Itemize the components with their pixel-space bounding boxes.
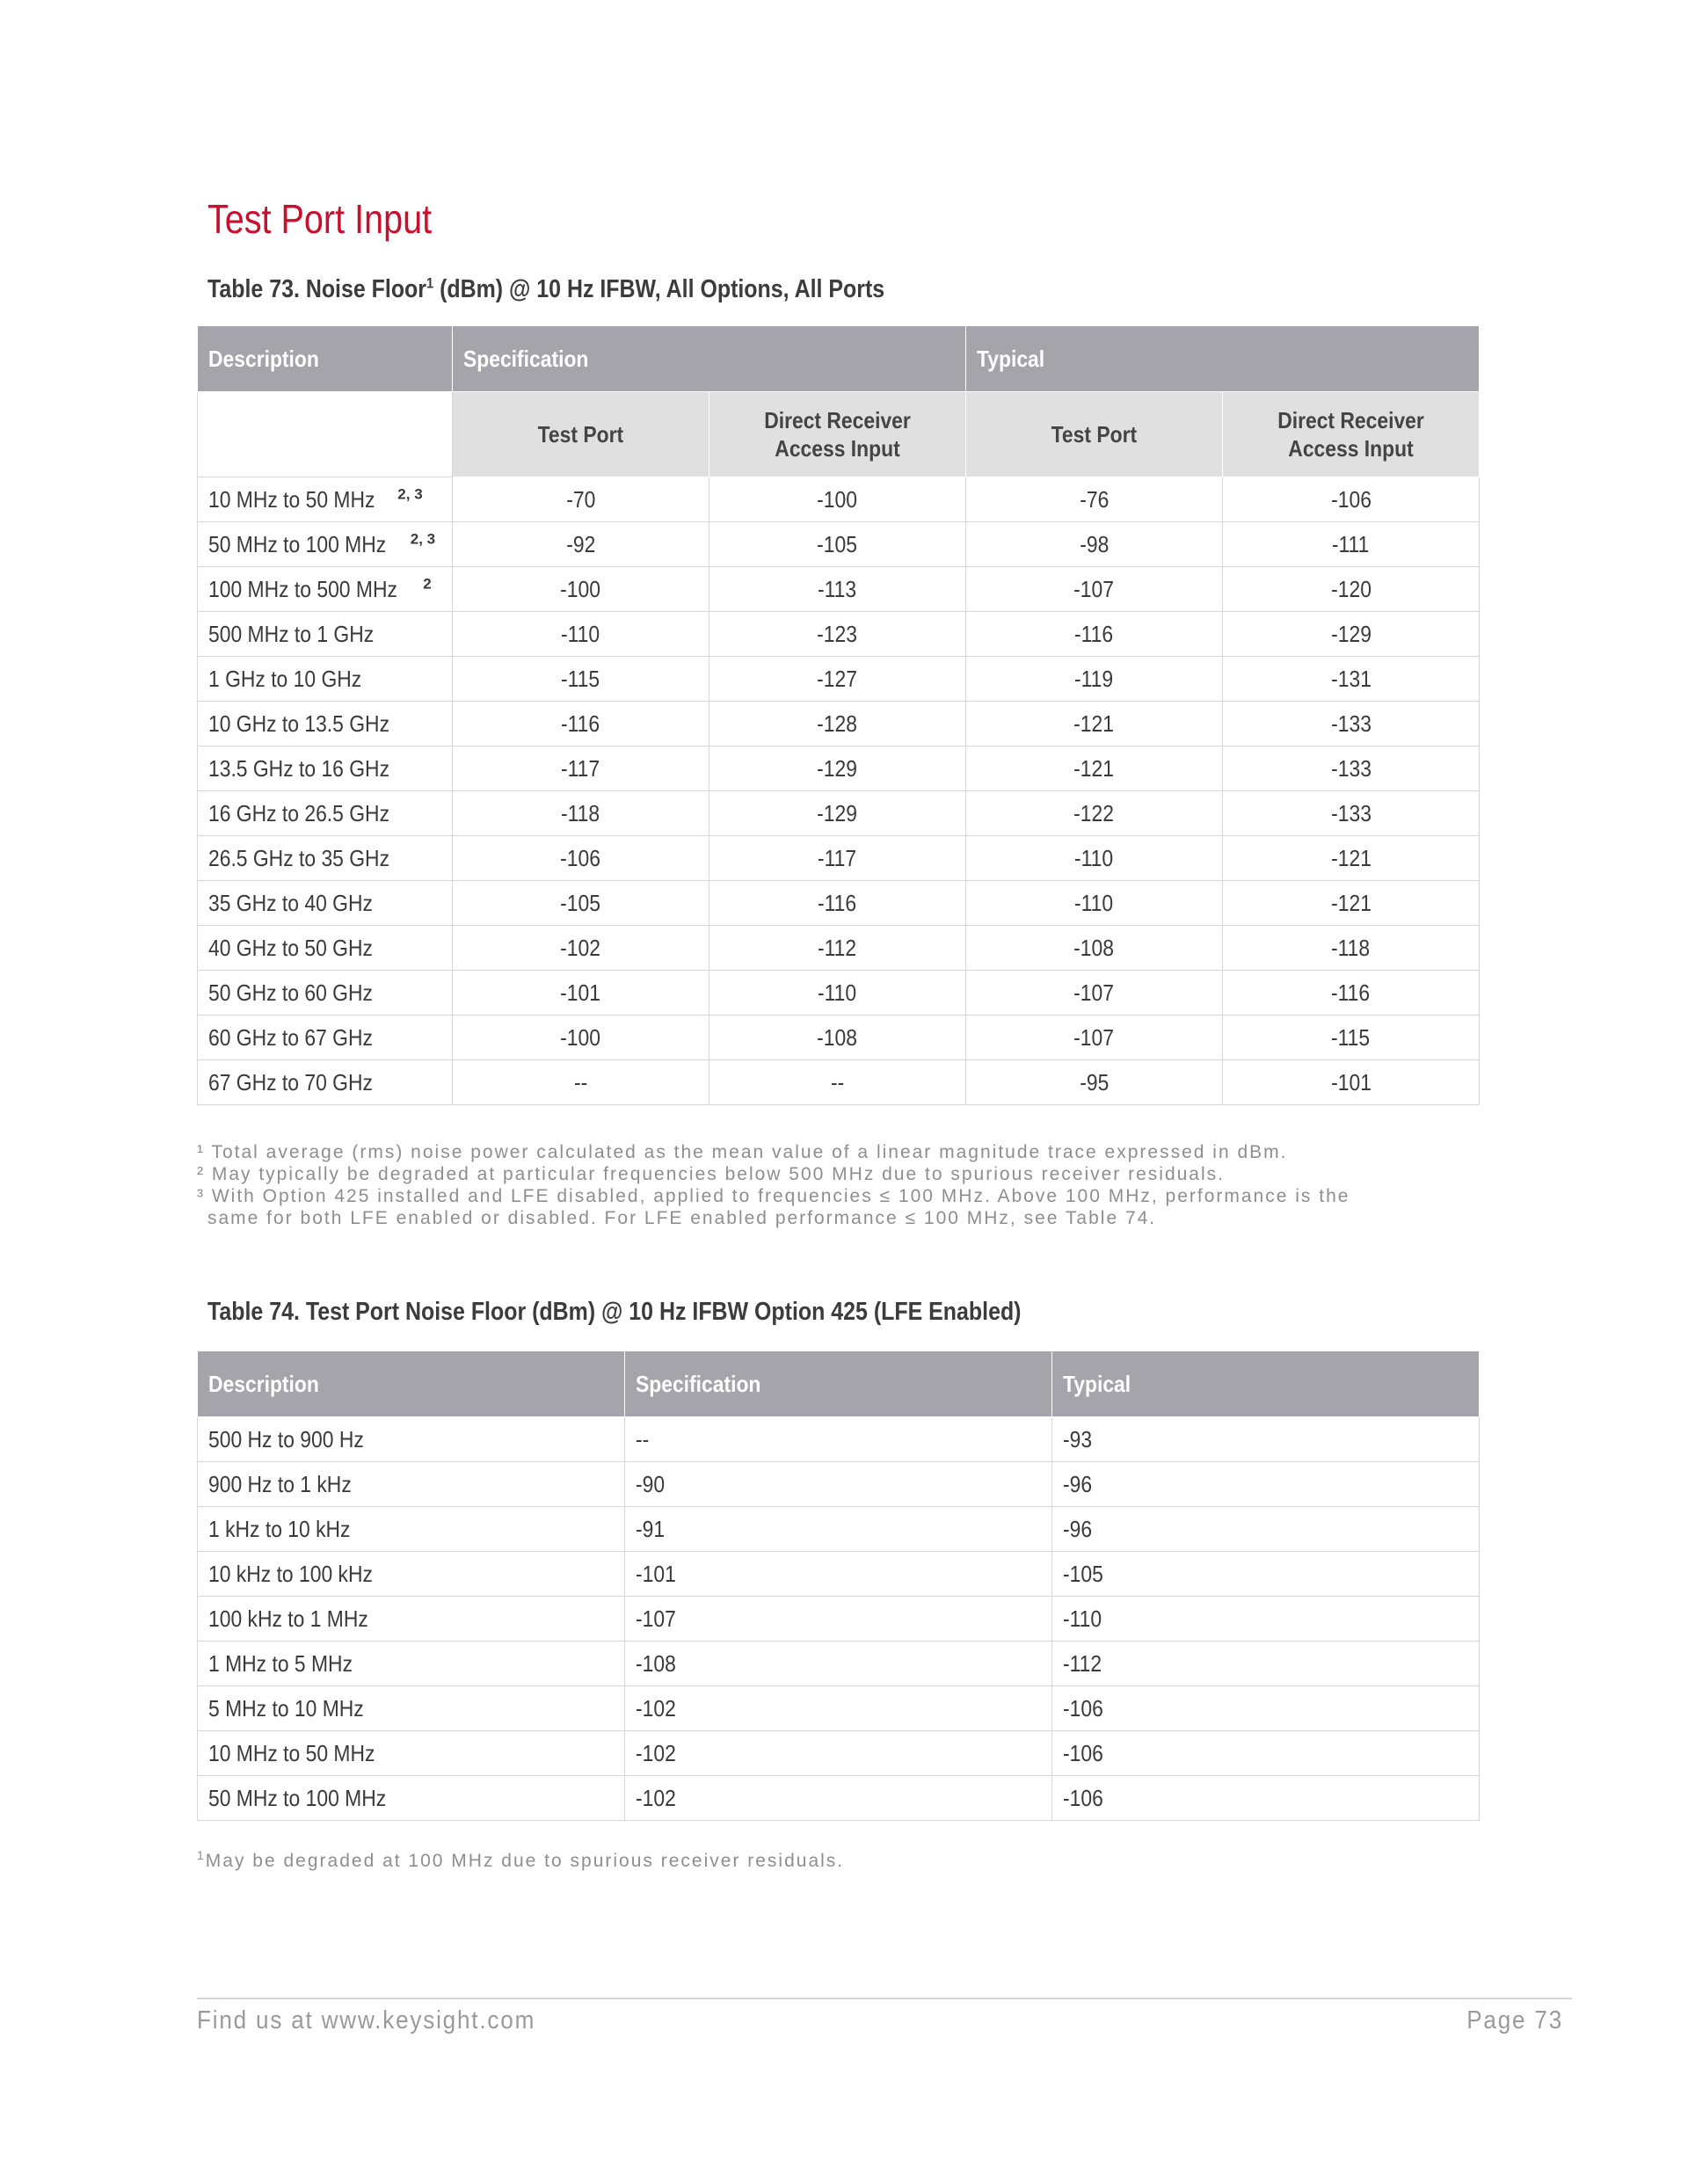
table-73-caption-rest: (dBm) @ 10 Hz IFBW, All Options, All Ports [433,275,885,303]
table-74-cell-spec: -108 [625,1642,1052,1686]
table-73-cell-value: -100 [453,567,709,612]
table-73-cell-value: -105 [453,881,709,926]
table-73-cell-value: -121 [1223,881,1480,926]
table-74-cell-spec: -101 [625,1552,1052,1597]
table-73-cell-value: -115 [1223,1016,1480,1060]
footer-website-link[interactable]: Find us at www.keysight.com [197,2006,536,2035]
table-73-cell-description: 13.5 GHz to 16 GHz [198,746,453,791]
table-74-cell-typ: -112 [1052,1642,1480,1686]
table-73-cell-value: -110 [709,971,966,1016]
table-74-row [198,1552,1480,1597]
table-73-subheader-spec-dra-input: Direct Receiver Access Input [709,392,966,477]
table-74-cell-spec: -90 [625,1462,1052,1507]
table-73-cell-value: -110 [453,612,709,657]
table-74-body [198,1417,1480,1821]
table-73-caption-text: Table 73. Noise Floor [207,275,427,303]
table-74-cell-spec: -- [625,1417,1052,1462]
table-73-header-typical: Typical [966,326,1480,392]
table-73-cell-value: -108 [709,1016,966,1060]
table-74-cell-spec: -102 [625,1776,1052,1821]
table-73-footnotes [197,1141,1350,1229]
table-73-cell-value: -111 [1223,522,1480,567]
table-73-row [198,881,1480,926]
table-73-cell-value: -121 [966,702,1223,746]
table-73-cell-description: 35 GHz to 40 GHz [198,881,453,926]
table-74-caption: Table 74. Test Port Noise Floor (dBm) @ 10 Hz IFBW Option 425 (LFE Enabled) [207,1298,1022,1326]
table-74-cell-desc: 5 MHz to 10 MHz [198,1686,625,1731]
section-title: Test Port Input [207,196,433,242]
table-73-row [198,1060,1480,1105]
table-73-header-description: Description [198,326,453,392]
footer-page-number: Page 73 [1466,2006,1563,2035]
table-73-cell-description: 10 MHz to 50 MHz $^{2, 3}$ [198,477,453,522]
table-73-cell-value: -115 [453,657,709,702]
table-73-cell-value: -117 [453,746,709,791]
table-74-cell-desc: 10 kHz to 100 kHz [198,1552,625,1597]
footnote-1: ¹ Total average (rms) noise power calculated as the mean value of a linear magnitude trace expressed in dBm. [197,1142,1288,1162]
table-74-cell-desc: 500 Hz to 900 Hz [198,1417,625,1462]
table-74-footnote-line [197,1850,844,1872]
table-73 [197,325,1480,1105]
table-73-cell-description: 50 MHz to 100 MHz $^{2, 3}$ [198,522,453,567]
table-74-row [198,1597,1480,1642]
table-73-cell-description: 60 GHz to 67 GHz [198,1016,453,1060]
table-74-cell-desc: 100 kHz to 1 MHz [198,1597,625,1642]
table-73-cell-value: -70 [453,477,709,522]
table-73-row [198,746,1480,791]
table-74-cell-spec: -107 [625,1597,1052,1642]
table-74-footnote-sup: 1 [197,1848,206,1862]
table-74-cell-typ: -93 [1052,1417,1480,1462]
table-74-footnote-text: May be degraded at 100 MHz due to spurious receiver residuals. [205,1851,845,1871]
table-73-cell-value: -107 [966,1016,1223,1060]
table-73-cell-value: -108 [966,926,1223,971]
table-73-cell-footnote-ref: 2, 3 [410,529,436,547]
table-73-cell-value: -107 [966,567,1223,612]
table-73-subheader-blank [198,392,453,477]
table-73-cell-value: -110 [966,836,1223,881]
table-73-cell-value: -76 [966,477,1223,522]
table-74-row [198,1686,1480,1731]
table-73-cell-value: -- [709,1060,966,1105]
table-73-cell-value: -117 [709,836,966,881]
table-73-cell-value: -100 [453,1016,709,1060]
table-73-cell-description: 67 GHz to 70 GHz [198,1060,453,1105]
table-74-cell-desc: 1 MHz to 5 MHz [198,1642,625,1686]
table-74-row [198,1776,1480,1821]
table-73-cell-value: -122 [966,791,1223,836]
table-73-cell-value: -118 [453,791,709,836]
table-74-row [198,1642,1480,1686]
table-74-footnote [197,1850,844,1872]
table-73-cell-value: -106 [1223,477,1480,522]
table-74-cell-desc: 50 MHz to 100 MHz [198,1776,625,1821]
table-73-subheader-spec-test-port: Test Port [453,392,709,477]
table-73-cell-value: -127 [709,657,966,702]
table-73-cell-value: -121 [966,746,1223,791]
table-73-cell-value: -133 [1223,702,1480,746]
table-73-cell-description: 50 GHz to 60 GHz [198,971,453,1016]
table-73-cell-value: -102 [453,926,709,971]
table-74-cell-typ: -110 [1052,1597,1480,1642]
table-74-cell-typ: -106 [1052,1686,1480,1731]
table-73-row [198,567,1480,612]
table-73-cell-value: -133 [1223,746,1480,791]
table-73-cell-description: 10 GHz to 13.5 GHz [198,702,453,746]
table-73-cell-value: -118 [1223,926,1480,971]
table-74-header-row [198,1351,1480,1417]
table-73-cell-value: -121 [1223,836,1480,881]
table-74-cell-typ: -105 [1052,1552,1480,1597]
table-74-row [198,1731,1480,1776]
table-73-cell-value: -110 [966,881,1223,926]
table-73-caption-sup: 1 [426,274,434,292]
table-74-row [198,1507,1480,1552]
table-74-row [198,1417,1480,1462]
table-73-cell-value: -107 [966,971,1223,1016]
table-73-cell-value: -123 [709,612,966,657]
table-73-cell-description: 40 GHz to 50 GHz [198,926,453,971]
table-73-cell-value: -113 [709,567,966,612]
table-74-cell-typ: -96 [1052,1507,1480,1552]
table-73-header-row [198,326,1480,392]
footnote-3: ³ With Option 425 installed and LFE disabled, applied to frequencies ≤ 100 MHz. Above 100 MHz, performance is the [197,1186,1350,1206]
table-73-cell-description: 500 MHz to 1 GHz [198,612,453,657]
table-73-row [198,791,1480,836]
table-73-cell-value: -95 [966,1060,1223,1105]
table-74-cell-typ: -106 [1052,1776,1480,1821]
table-74-header-specification: Specification [625,1351,1052,1417]
footnote-2: ² May typically be degraded at particular frequencies below 500 MHz due to spurious receiver residuals. [197,1164,1225,1184]
table-74-cell-spec: -102 [625,1686,1052,1731]
table-74-cell-spec: -102 [625,1731,1052,1776]
table-73-cell-value: -129 [709,746,966,791]
table-74-row [198,1462,1480,1507]
table-74-cell-spec: -91 [625,1507,1052,1552]
table-73-cell-value: -106 [453,836,709,881]
table-74-header-description: Description [198,1351,625,1417]
table-73-cell-value: -129 [1223,612,1480,657]
table-73-cell-description: 16 GHz to 26.5 GHz [198,791,453,836]
footer-divider [197,1998,1572,1999]
table-74 [197,1350,1480,1821]
table-73-row [198,477,1480,522]
table-73-caption [207,275,884,304]
table-73-cell-value: -105 [709,522,966,567]
table-73-subheader-typ-test-port: Test Port [966,392,1223,477]
table-73-row [198,522,1480,567]
table-73-cell-value: -- [453,1060,709,1105]
table-73-subheader-typ-dra-input: Direct Receiver Access Input [1223,392,1480,477]
table-73-cell-value: -119 [966,657,1223,702]
table-73-cell-value: -101 [453,971,709,1016]
table-73-cell-value: -116 [1223,971,1480,1016]
table-73-cell-footnote-ref: 2, 3 [397,484,423,502]
table-73-cell-value: -129 [709,791,966,836]
table-74-cell-typ: -106 [1052,1731,1480,1776]
table-73-row [198,971,1480,1016]
table-73-cell-footnote-ref: 2 [423,574,432,592]
table-73-row [198,836,1480,881]
table-74-cell-desc: 900 Hz to 1 kHz [198,1462,625,1507]
table-73-cell-value: -92 [453,522,709,567]
table-73-cell-value: -116 [966,612,1223,657]
table-73-cell-value: -116 [453,702,709,746]
table-73-cell-value: -120 [1223,567,1480,612]
table-73-cell-value: -133 [1223,791,1480,836]
table-73-subheader-row [198,392,1480,477]
table-73-row [198,926,1480,971]
table-73-row [198,657,1480,702]
table-73-cell-value: -112 [709,926,966,971]
table-73-row [198,612,1480,657]
table-73-cell-value: -131 [1223,657,1480,702]
table-73-cell-value: -98 [966,522,1223,567]
table-73-cell-description: 1 GHz to 10 GHz [198,657,453,702]
footnote-3-continued: same for both LFE enabled or disabled. For LFE enabled performance ≤ 100 MHz, see Table 74. [207,1208,1157,1228]
table-73-cell-value: -128 [709,702,966,746]
table-73-header-specification: Specification [453,326,966,392]
table-73-cell-value: -100 [709,477,966,522]
table-74-cell-desc: 1 kHz to 10 kHz [198,1507,625,1552]
table-73-cell-value: -116 [709,881,966,926]
table-73-body [198,477,1480,1105]
table-74-header-typical: Typical [1052,1351,1480,1417]
table-73-row [198,702,1480,746]
table-73-row [198,1016,1480,1060]
table-73-cell-description: 26.5 GHz to 35 GHz [198,836,453,881]
table-73-cell-value: -101 [1223,1060,1480,1105]
table-74-cell-typ: -96 [1052,1462,1480,1507]
table-73-cell-description: 100 MHz to 500 MHz $^2$ [198,567,453,612]
table-74-cell-desc: 10 MHz to 50 MHz [198,1731,625,1776]
